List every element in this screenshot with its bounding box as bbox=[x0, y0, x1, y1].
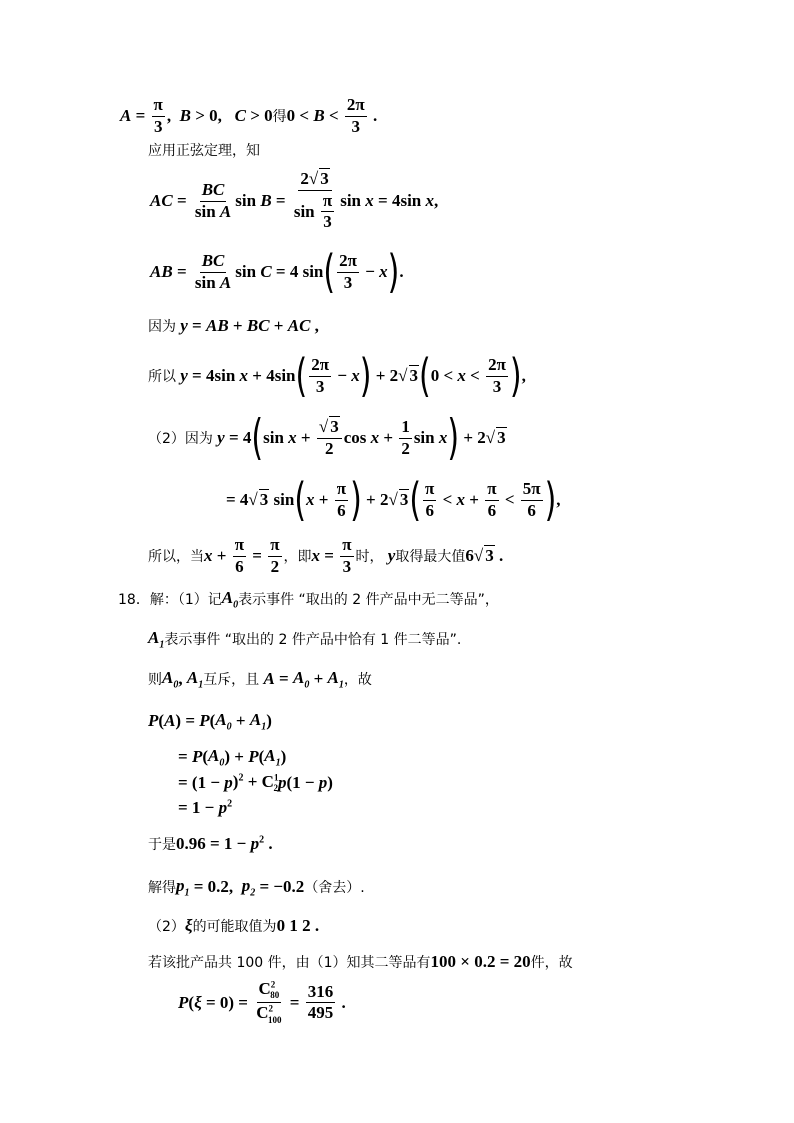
line-11-text: 表示事件 “取出的 2 件产品中恰有 1 件二等品”. bbox=[164, 632, 462, 649]
line-18-text-a: （2） bbox=[148, 919, 185, 935]
line-15: = (1 − p )$^2 + C^1_2$ p (1 − p ) bbox=[178, 772, 333, 794]
line-10: 18．解：（1）记 $A_0$ 表示事件 “取出的 2 件产品中无二等品”， bbox=[118, 588, 499, 611]
line-3: AC = $\frac{BC}{\text{sin A}}$ sin B = 2√ 3 sin $\frac{\pi}{3}$ sin x = 4sin x , bbox=[150, 169, 439, 232]
line-12-text-b: 互斥，且 bbox=[203, 672, 260, 689]
line-15b: = 1 − p $^2$ bbox=[178, 798, 233, 817]
line-1: A = $\frac{\pi}{3}$ , B > 0, C > 0 得 0 < B < $\frac{2\pi}{3}$ . bbox=[120, 95, 378, 136]
line-6: 所以 y = 4sin x + 4sin ( $\frac{2\pi}{3}$ − x ) + 2√ 3 ( 0 < x < $\frac{2\pi}{3}$ ) , bbox=[148, 349, 526, 403]
line-6-text: 所以 bbox=[148, 369, 176, 386]
line-12: 则 $A_0$ , $A_1$ 互斥，且 A = $A_0$ + $A_1$ ，故 bbox=[148, 668, 372, 691]
line-9-text-b: ，即 bbox=[283, 549, 312, 566]
line-7: （2）因为 y = 4 ( sin x + $\frac{√ 3}{2}$ cos x + $\frac{1}{2}$ sin x ) + 2√ 3 bbox=[148, 410, 506, 467]
line-13: P ( A ) = P ( $A_0$ + $A_1$ ) bbox=[148, 710, 272, 733]
line-2 bbox=[148, 140, 260, 160]
line-5: 因为 y = AB + BC + AC , bbox=[148, 316, 319, 335]
line-9-text-d: 取得最大值 bbox=[395, 549, 466, 566]
line-17: 解得 $p_1$ = 0.2, $p_2$ = −0.2 （舍去）. bbox=[148, 876, 365, 899]
line-18-text-b: 的可能取值为 bbox=[192, 919, 277, 935]
line-10-text-b: 表示事件 “取出的 2 件产品中无二等品”， bbox=[238, 592, 499, 609]
line-20: P ( ξ = 0) = $\frac{C^2_{80}}{C^2_{100}}$ = $\frac{316}{495}$ . bbox=[178, 979, 346, 1025]
line-14: = P ( $A_0$ ) + P ( $A_1$ ) bbox=[178, 746, 287, 769]
line-16: 于是 0.96 = 1 − p $^2$ . bbox=[148, 834, 273, 853]
line-16-text: 于是 bbox=[148, 837, 176, 853]
line-8: = 4√ 3 sin ( x + $\frac{\pi}{6}$ ) + 2√ 3 ( $\frac{\pi}{6}$ < x + $\frac{\pi}{6}$ < $\frac{5\pi}{6}$ ) , bbox=[226, 473, 561, 527]
line-9-text-c: 时， bbox=[355, 549, 384, 566]
line-9-text-a: 所以，当 bbox=[148, 549, 204, 566]
line-17-text-b: （舍去）. bbox=[304, 880, 365, 897]
line-1-text: 得 bbox=[272, 109, 287, 126]
line-7-text: （2）因为 bbox=[148, 431, 213, 448]
line-12-text-a: 则 bbox=[148, 672, 162, 689]
line-17-text-a: 解得 bbox=[148, 880, 176, 897]
line-19-text-a: 若该批产品共 100 件，由（1）知其二等品有 bbox=[148, 955, 431, 971]
line-19: 若该批产品共 100 件，由（1）知其二等品有 100 × 0.2 = 20 件，故 bbox=[148, 952, 573, 971]
line-12-text-c: ，故 bbox=[343, 672, 372, 689]
line-18: （2） ξ 的可能取值为 0 1 2 . bbox=[148, 916, 320, 935]
line-4: AB = $\frac{BC}{\text{sin A}}$ sin C = 4 sin ( $\frac{2\pi}{3}$ − x ) . bbox=[150, 245, 404, 299]
line-5-text: 因为 bbox=[148, 319, 176, 335]
line-9: 所以，当 x + $\frac{\pi}{6}$ = $\frac{\pi}{2}$ ，即 x = $\frac{\pi}{3}$ 时， y 取得最大值 6√ 3 . bbox=[148, 535, 504, 576]
line-19-text-b: 件，故 bbox=[530, 955, 573, 971]
line-11: $A_1$ 表示事件 “取出的 2 件产品中恰有 1 件二等品”. bbox=[148, 628, 462, 651]
line-2-text: 应用正弦定理，知 bbox=[148, 143, 260, 159]
line-10-text: 18．解：（1）记 bbox=[118, 592, 222, 609]
